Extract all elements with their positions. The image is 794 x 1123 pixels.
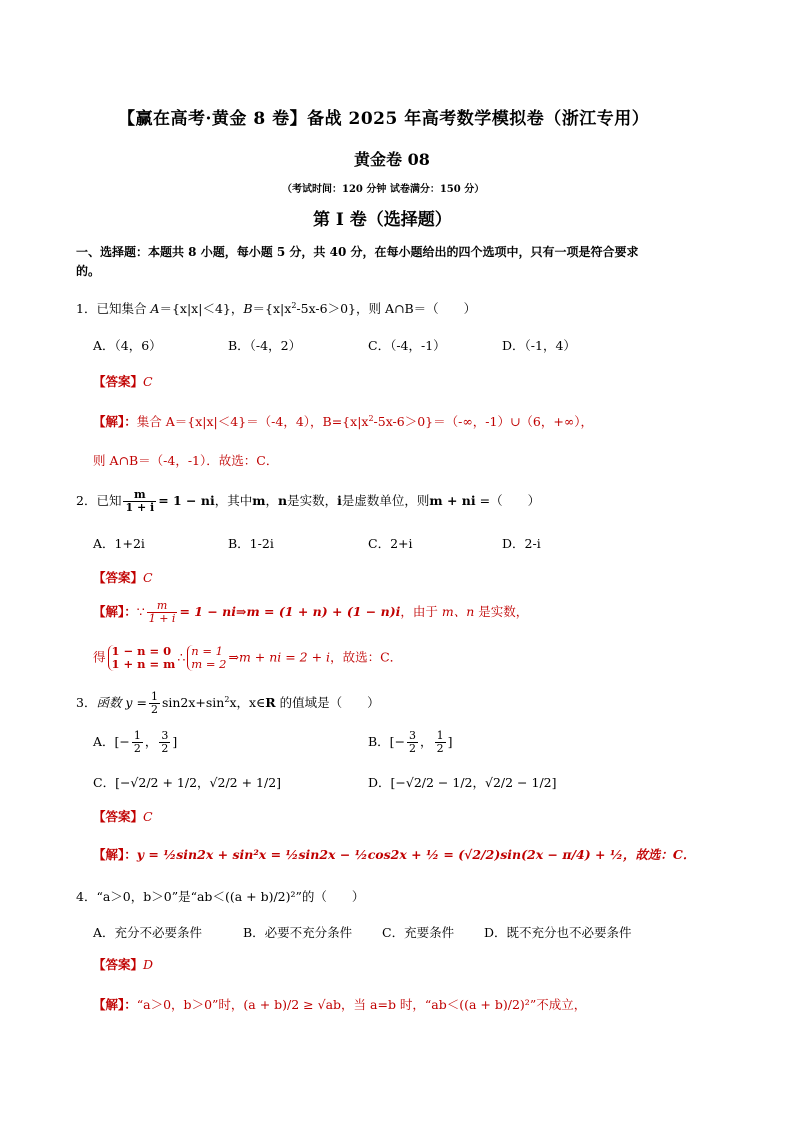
q1-option-a: A．（4，6） xyxy=(93,338,162,353)
q4-option-a: A．充分不必要条件 xyxy=(93,925,203,940)
q4-option-c: C．充要条件 xyxy=(382,925,455,940)
q3-option-a: A．[− $\frac{1}{2}$ ， $\frac{3}{2}$ ] xyxy=(93,729,178,755)
q2-option-d: D．2-i xyxy=(502,536,541,551)
q1-solution-line2: 则 A∩B＝（-4，-1）．故选：C． xyxy=(93,453,279,468)
exam-subtitle: 黄金卷 08 xyxy=(354,150,430,169)
q2-solution-line2: 得 1 − n = 0 1 + n = m ∴ n = 1 m = 2 ⇒m + ni = 2 + i，故选：C． xyxy=(93,644,403,671)
exam-info: （考试时间：120 分钟 试卷满分：150 分） xyxy=(282,184,485,195)
q1-option-d: D．（-1，4） xyxy=(502,338,576,353)
q4-solution: 【解】：“a＞0，b＞0”时，(a + b)/2 ≥ √ab，当 a=b 时，“ab＜((a + b)/2)²”不成立， xyxy=(93,997,587,1012)
q2-option-b: B．1-2i xyxy=(228,536,274,551)
instructions-line1: 一、选择题：本题共 8 小题，每小题 5 分，共 40 分，在每小题给出的四个选项中，只有一项是符合要求 xyxy=(76,245,639,259)
q1-answer: 【答案】C xyxy=(93,374,153,389)
q4-option-d: D．既不充分也不必要条件 xyxy=(484,925,632,940)
q2-stem: 2．已知 $\frac{m}{1 + i}$ = 1 − ni，其中m，n是实数，i是虚数单位，则m + ni =（ ） xyxy=(76,488,541,514)
q1-option-b: B．（-4，2） xyxy=(228,338,302,353)
q3-option-b: B．[− $\frac{3}{2}$ ， $\frac{1}{2}$ ] xyxy=(368,729,453,755)
q2-option-a: A．1+2i xyxy=(93,536,145,551)
q2-answer: 【答案】C xyxy=(93,570,153,585)
q1-solution-line1: 【解】：集合 A＝{x|x|＜4}＝（-4，4），$B=\{x|x^2-5x-6>0\}=(-\infty$，-1）∪（6，+∞）， xyxy=(93,414,594,430)
q2-option-c: C．2+i xyxy=(368,536,413,551)
q3-option-d: D．[−√2/2 − 1/2，√2/2 − 1/2] xyxy=(368,775,557,790)
q1-option-c: C．（-4，-1） xyxy=(368,338,446,353)
q2-solution-line1: 【解】：∵ $\frac{m}{1 + i}$ = 1 − ni⇒m = (1 + n) + (1 − n)i，由于 m、n 是实数， xyxy=(93,599,529,625)
instructions-line2: 的。 xyxy=(76,264,101,278)
q4-option-b: B．必要不充分条件 xyxy=(243,925,353,940)
q3-solution: 【解】：y = ½sin2x + sin²x = ½sin2x − ½cos2x + ½ = (√2/2)sin(2x − π/4) + ½，故选：C． xyxy=(93,847,696,862)
q3-answer: 【答案】C xyxy=(93,809,153,824)
q4-answer: 【答案】D xyxy=(93,957,154,972)
exam-title: 【赢在高考·黄金 8 卷】备战 2025 年高考数学模拟卷（浙江专用） xyxy=(118,109,650,129)
q4-stem: 4．“a＞0，b＞0”是“ab＜((a + b)/2)²”的（ ） xyxy=(76,889,365,904)
section-title: 第 I 卷（选择题） xyxy=(313,210,452,230)
q3-option-c: C．[−√2/2 + 1/2，√2/2 + 1/2] xyxy=(93,775,282,790)
q1-stem: 1．已知集合 A＝{x|x|＜4}，$B=\{x|x^2-5x-6>0\}$，则 A∩B＝（ ） xyxy=(76,301,477,317)
q3-stem: 3．函数 y = $\frac{1}{2}$ $\sin 2x+\sin^2x$，x∈R 的值域是（ ） xyxy=(76,690,380,717)
